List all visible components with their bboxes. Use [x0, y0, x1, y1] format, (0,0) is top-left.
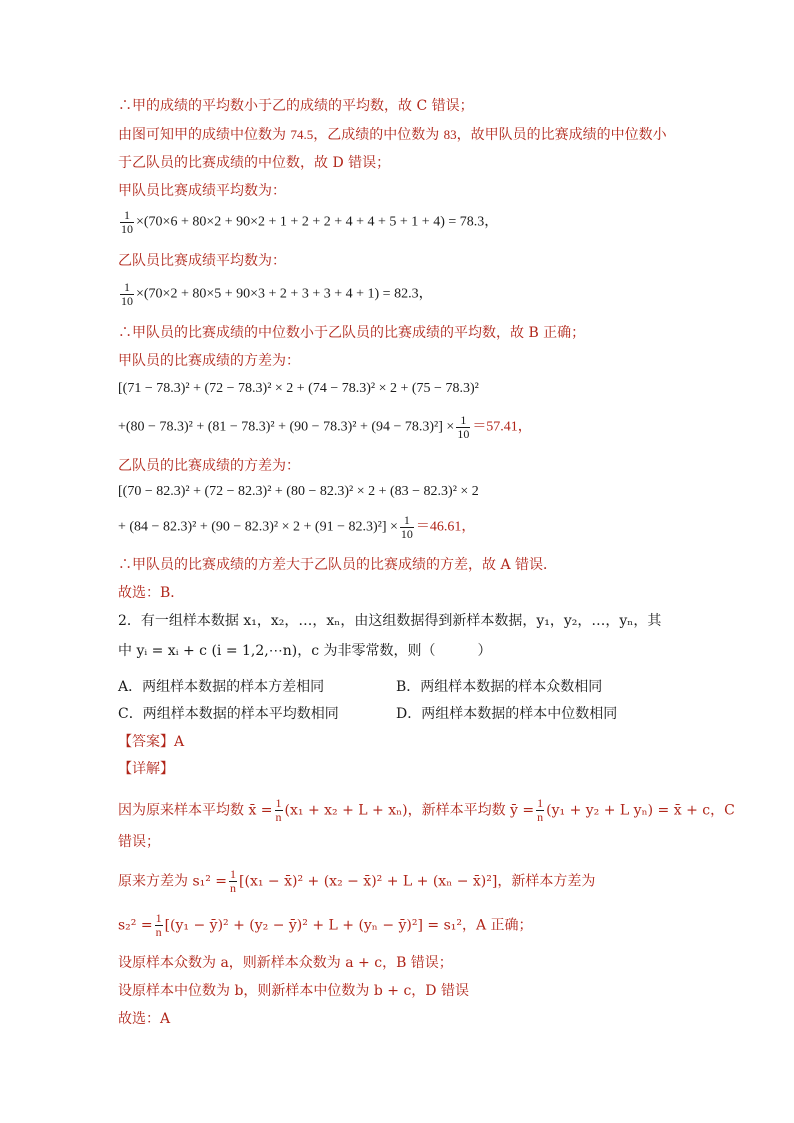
- text: ∴甲队员的比赛成绩的方差大于乙队员的比赛成绩的方差，故 A 错误．: [118, 557, 558, 573]
- formula: ×(70×6 + 80×2 + 90×2 + 1 + 2 + 2 + 4 + 4 + 5 + 1 + 4) = 78.3，: [136, 214, 499, 230]
- question-2: [118, 611, 661, 631]
- text: 设原样本众数为 a，则新样本众数为 a + c，B 错误；: [118, 955, 453, 971]
- fraction: $\frac{1}{10}$: [121, 280, 133, 308]
- explain-line: [118, 1009, 170, 1029]
- text-line: [118, 323, 585, 343]
- explain-line: [118, 981, 469, 1001]
- fraction: $\frac{1}{n}$: [275, 796, 282, 824]
- text: [(y₁ − ȳ)² + (y₂ − ȳ)² + L + (yₙ − ȳ)²] = s₁²，A 正确；: [164, 917, 533, 934]
- answer: 【答案】A: [118, 734, 185, 750]
- text-line: [118, 456, 300, 476]
- text: ，乙成绩的中位数为: [313, 127, 444, 143]
- fraction: $\frac{1}{n}$: [155, 911, 162, 939]
- formula-line: [118, 414, 532, 441]
- formula: +(80 − 78.3)² + (81 − 78.3)² + (90 − 78.3)² + (94 − 78.3)²] ×: [118, 419, 455, 435]
- text: 由图可知甲的成绩中位数为: [118, 127, 291, 143]
- question-text: 中 yᵢ = xᵢ + c (i = 1,2,⋯n)，c 为非零常数，则（ ）: [118, 643, 492, 659]
- text-line: [118, 251, 286, 271]
- formula-line: [118, 281, 433, 308]
- text: [(x₁ − x̄)² + (x₂ − x̄)² + L + (xₙ − x̄)²]，新样本方差为: [239, 873, 596, 890]
- text: 甲队员比赛成绩平均数为：: [118, 183, 286, 199]
- text: 乙队员比赛成绩平均数为：: [118, 253, 286, 269]
- formula: [(71 − 78.3)² + (72 − 78.3)² × 2 + (74 − 78.3)² × 2 + (75 − 78.3)²: [118, 381, 479, 396]
- formula-line: [118, 379, 479, 399]
- text: 故选：A: [118, 1011, 171, 1027]
- option-b: [396, 677, 602, 697]
- option-text: B．两组样本数据的样本众数相同: [396, 679, 603, 695]
- option-a: [118, 677, 324, 697]
- explain-line: [118, 912, 533, 939]
- detail-label: [118, 759, 174, 779]
- fraction: $\frac{1}{n}$: [537, 796, 544, 824]
- question-2-cont: [118, 641, 492, 661]
- text: 故选：B．: [118, 585, 185, 601]
- result: ＝57.41，: [472, 419, 532, 435]
- text: 乙队员的比赛成绩的方差为：: [118, 458, 300, 474]
- answer-label: [118, 732, 184, 752]
- text: 设原样本中位数为 b，则新样本中位数为 b + c，D 错误: [118, 983, 469, 999]
- text: 错误；: [118, 834, 160, 850]
- fraction: $\frac{1}{10}$: [457, 413, 470, 441]
- value: 74.5: [290, 127, 314, 142]
- text: ∴甲的成绩的平均数小于乙的成绩的平均数，故 C 错误；: [118, 98, 474, 114]
- option-d: [396, 704, 617, 724]
- formula-line: [118, 514, 475, 541]
- value: 83: [443, 127, 457, 142]
- explain-line: [118, 832, 160, 852]
- text-line: [118, 583, 184, 603]
- text-line: [118, 555, 557, 575]
- text: 因为原来样本平均数 x̄ =: [118, 802, 273, 819]
- formula-line: [118, 209, 498, 236]
- formula: + (84 − 82.3)² + (90 − 82.3)² × 2 + (91 − 82.3)²] ×: [118, 519, 398, 535]
- option-text: D．两组样本数据的样本中位数相同: [396, 706, 618, 722]
- text: ，故甲队员的比赛成绩的中位数小: [456, 127, 667, 143]
- question-text: 2．有一组样本数据 x₁，x₂，…，xₙ，由这组数据得到新样本数据，y₁，y₂，…，yₙ，其: [118, 613, 662, 629]
- text-line: [118, 125, 667, 145]
- text-line: [118, 351, 300, 371]
- text: s₂² =: [118, 917, 153, 934]
- explain-line: [118, 953, 453, 973]
- text: 原来方差为 s₁² =: [118, 873, 228, 890]
- text: (y₁ + y₂ + L yₙ) = x̄ + c，C: [546, 802, 735, 819]
- fraction: $\frac{1}{n}$: [230, 867, 237, 895]
- option-text: A．两组样本数据的样本方差相同: [118, 679, 325, 695]
- fraction: $\frac{1}{10}$: [121, 208, 133, 236]
- text: 于乙队员的比赛成绩的中位数，故 D 错误；: [118, 155, 391, 171]
- formula-line: [118, 482, 479, 502]
- result: ＝46.61，: [415, 519, 476, 535]
- detail-heading: 【详解】: [118, 761, 174, 777]
- text: 甲队员的比赛成绩的方差为：: [118, 353, 300, 369]
- text-line: [118, 181, 286, 201]
- explain-line: [118, 797, 735, 824]
- text: ∴甲队员的比赛成绩的中位数小于乙队员的比赛成绩的平均数，故 B 正确；: [118, 325, 586, 341]
- formula: ×(70×2 + 80×5 + 90×3 + 2 + 3 + 3 + 4 + 1) = 82.3，: [136, 286, 433, 302]
- text-line: [118, 153, 390, 173]
- option-c: [118, 704, 339, 724]
- text-line: [118, 96, 474, 116]
- option-text: C．两组样本数据的样本平均数相同: [118, 706, 339, 722]
- explain-line: [118, 868, 595, 895]
- text: (x₁ + x₂ + L + xₙ)，新样本平均数 ȳ =: [284, 802, 535, 819]
- formula: [(70 − 82.3)² + (72 − 82.3)² + (80 − 82.3)² × 2 + (83 − 82.3)² × 2: [118, 484, 479, 499]
- fraction: $\frac{1}{10}$: [400, 513, 413, 541]
